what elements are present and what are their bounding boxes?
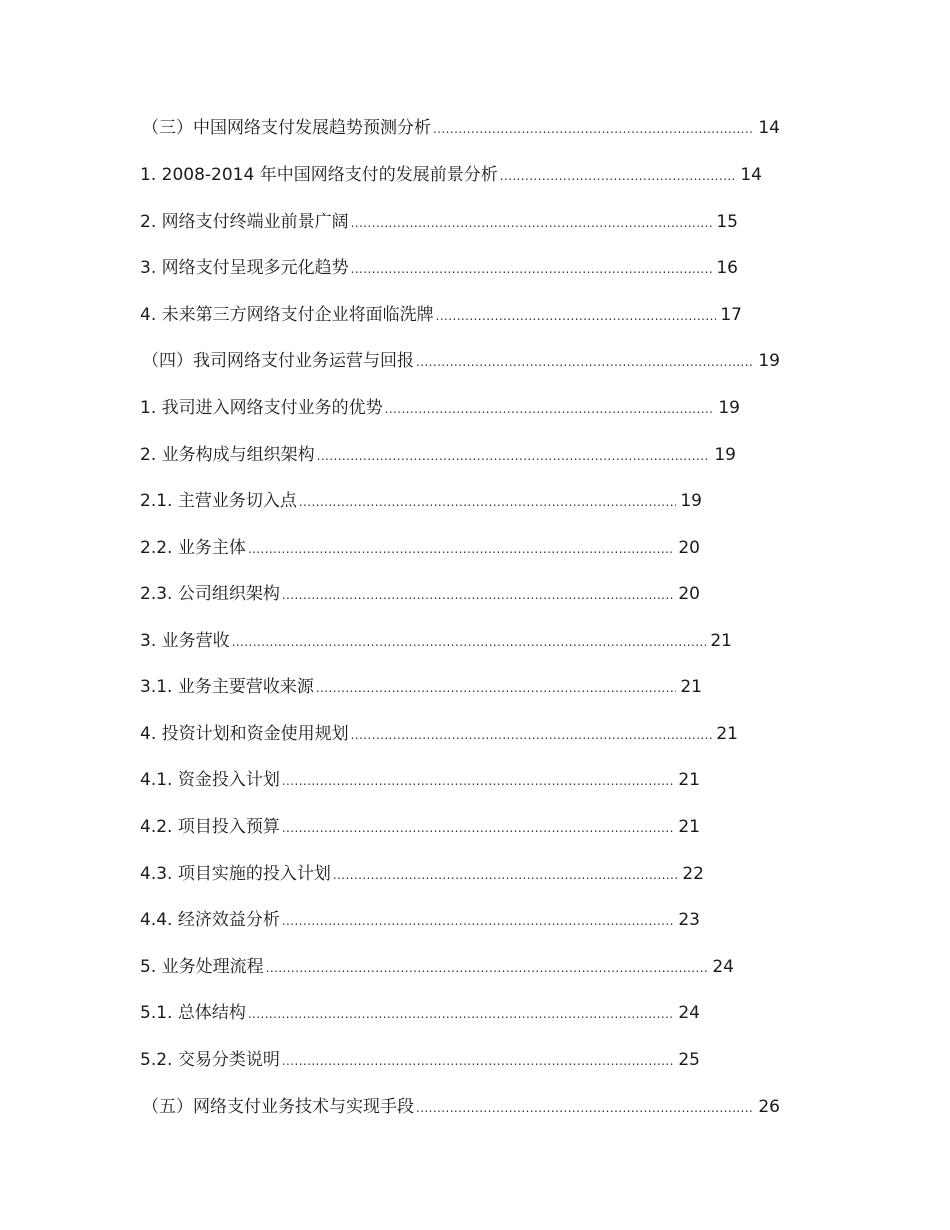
- toc-entry[interactable]: [140, 815, 700, 839]
- toc-entry-page: 16: [716, 258, 738, 278]
- toc-entry-title: （五）网络支付业务技术与实现手段: [142, 1097, 414, 1117]
- toc-dot-leader: [248, 537, 675, 561]
- toc-entry-title: 4. 投资计划和资金使用规划: [140, 724, 349, 744]
- toc-entry[interactable]: [140, 722, 738, 746]
- toc-dot-leader: [317, 444, 711, 468]
- toc-entry-title: 2.3. 公司组织架构: [140, 584, 280, 604]
- toc-entry-title: 3.1. 业务主要营收来源: [140, 677, 314, 697]
- toc-dot-leader: [266, 956, 709, 980]
- toc-dot-leader: [282, 1049, 675, 1073]
- toc-entry-page: 17: [720, 305, 742, 325]
- toc-entry-page: 21: [678, 817, 700, 837]
- toc-entry-page: 26: [758, 1097, 780, 1117]
- toc-entry[interactable]: [140, 396, 740, 420]
- toc-entry[interactable]: [142, 349, 780, 373]
- toc-entry-page: 21: [710, 631, 732, 651]
- toc-entry-title: 2. 网络支付终端业前景广阔: [140, 212, 349, 232]
- toc-entry-page: 20: [678, 538, 700, 558]
- toc-entry-title: 1. 我司进入网络支付业务的优势: [140, 398, 383, 418]
- toc-dot-leader: [282, 909, 675, 933]
- toc-entry[interactable]: [140, 862, 704, 886]
- toc-entry-title: （三）中国网络支付发展趋势预测分析: [142, 118, 431, 138]
- toc-entry-title: 4. 未来第三方网络支付企业将面临洗牌: [140, 305, 434, 325]
- toc-entry-page: 21: [680, 677, 702, 697]
- toc-dot-leader: [282, 816, 675, 840]
- toc-entry-page: 19: [718, 398, 740, 418]
- toc-dot-leader: [248, 1002, 675, 1026]
- toc-entry-page: 14: [758, 118, 780, 138]
- toc-dot-leader: [282, 583, 675, 607]
- toc-entry[interactable]: [140, 629, 732, 653]
- toc-entry-page: 20: [678, 584, 700, 604]
- toc-dot-leader: [299, 490, 677, 514]
- toc-entry-title: 1. 2008-2014 年中国网络支付的发展前景分析: [140, 165, 498, 185]
- toc-entry-title: 3. 网络支付呈现多元化趋势: [140, 258, 349, 278]
- toc-entry-title: 3. 业务营收: [140, 631, 230, 651]
- toc-dot-leader: [416, 350, 754, 374]
- toc-entry[interactable]: [140, 675, 702, 699]
- toc-entry-page: 19: [758, 351, 780, 371]
- toc-entry-page: 15: [716, 212, 738, 232]
- toc-dot-leader: [351, 723, 713, 747]
- toc-entry[interactable]: [140, 210, 738, 234]
- toc-dot-leader: [351, 257, 713, 281]
- toc-entry[interactable]: [142, 1095, 780, 1119]
- toc-entry[interactable]: [140, 256, 738, 280]
- toc-entry-title: 2. 业务构成与组织架构: [140, 445, 315, 465]
- toc-entry-title: 4.3. 项目实施的投入计划: [140, 864, 331, 884]
- toc-entry[interactable]: [140, 908, 700, 932]
- toc-entry-page: 14: [740, 165, 762, 185]
- toc-entry[interactable]: [140, 768, 700, 792]
- toc-entry-page: 21: [678, 770, 700, 790]
- toc-dot-leader: [333, 863, 679, 887]
- toc-dot-leader: [351, 211, 713, 235]
- toc-dot-leader: [433, 117, 754, 141]
- toc-entry-page: 19: [680, 491, 702, 511]
- toc-entry[interactable]: [142, 116, 780, 140]
- toc-entry-title: 5.1. 总体结构: [140, 1003, 246, 1023]
- toc-entry[interactable]: [140, 443, 736, 467]
- toc-dot-leader: [316, 676, 677, 700]
- toc-entry-title: 2.1. 主营业务切入点: [140, 491, 297, 511]
- toc-entry-title: 5.2. 交易分类说明: [140, 1050, 280, 1070]
- toc-entry[interactable]: [140, 955, 734, 979]
- toc-entry[interactable]: [140, 1048, 700, 1072]
- toc-entry-page: 24: [712, 957, 734, 977]
- toc-dot-leader: [416, 1096, 754, 1120]
- toc-entry[interactable]: [140, 536, 700, 560]
- toc-entry-page: 25: [678, 1050, 700, 1070]
- toc-entry[interactable]: [140, 163, 762, 187]
- toc-entry-title: 4.4. 经济效益分析: [140, 910, 280, 930]
- toc-entry-title: 4.1. 资金投入计划: [140, 770, 280, 790]
- toc-entry-title: 2.2. 业务主体: [140, 538, 246, 558]
- toc-entry-page: 23: [678, 910, 700, 930]
- toc-entry[interactable]: [140, 303, 742, 327]
- toc-entry-page: 22: [682, 864, 704, 884]
- toc-entry[interactable]: [140, 1001, 700, 1025]
- toc-dot-leader: [385, 397, 715, 421]
- toc-dot-leader: [436, 304, 717, 328]
- toc-entry-page: 19: [714, 445, 736, 465]
- toc-entry-title: （四）我司网络支付业务运营与回报: [142, 351, 414, 371]
- toc-dot-leader: [282, 769, 675, 793]
- toc-dot-leader: [500, 164, 737, 188]
- toc-entry-title: 5. 业务处理流程: [140, 957, 264, 977]
- toc-entry-page: 21: [716, 724, 738, 744]
- toc-entry[interactable]: [140, 489, 702, 513]
- toc-entry-title: 4.2. 项目投入预算: [140, 817, 280, 837]
- toc-dot-leader: [232, 630, 707, 654]
- toc-entry[interactable]: [140, 582, 700, 606]
- toc-entry-page: 24: [678, 1003, 700, 1023]
